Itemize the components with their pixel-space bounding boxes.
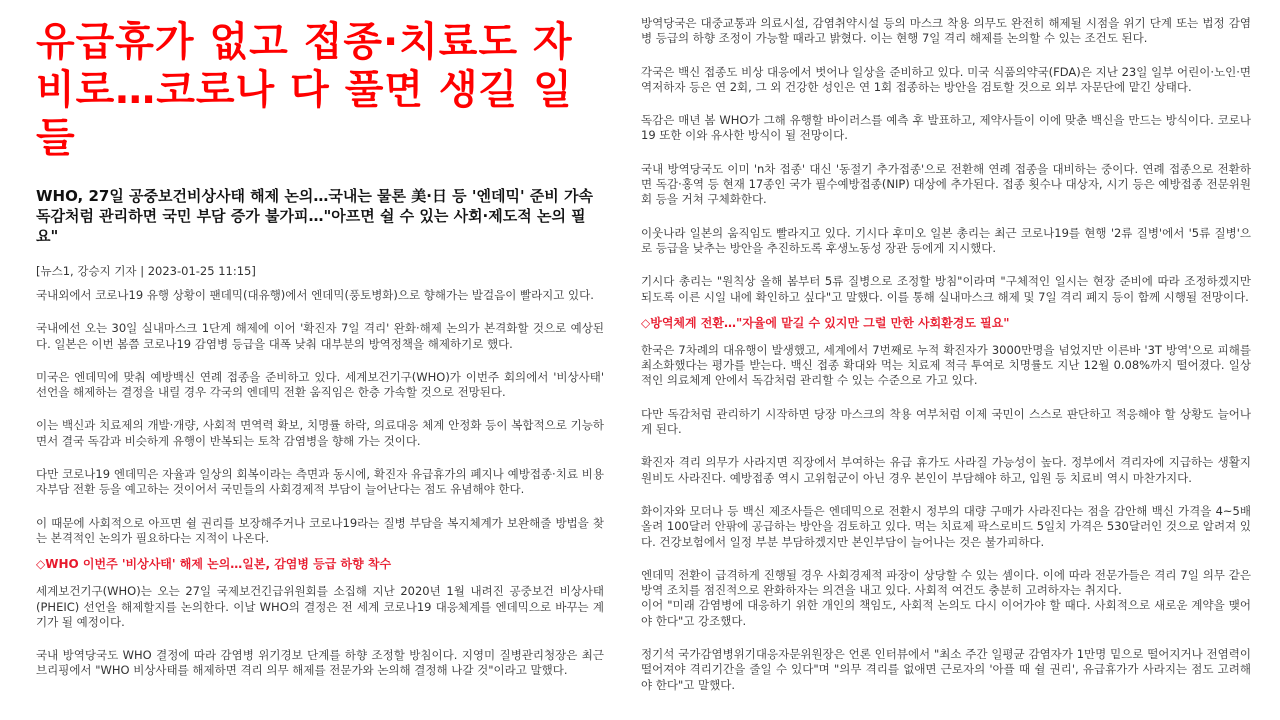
article-byline: [뉴스1, 강승지 기자 | 2023-01-25 11:15] xyxy=(36,264,256,278)
paragraph: 다만 독감처럼 관리하기 시작하면 당장 마스크의 착용 여부처럼 이제 국민이 스스로 판단하고 적응해야 할 상황도 늘어나게 된다. xyxy=(641,406,1251,437)
right-column xyxy=(641,16,1251,711)
paragraph: 방역당국은 대중교통과 의료시설, 감염취약시설 등의 마스크 착용 의무도 완전히 해제될 시점을 위기 단계 또는 법정 감염병 등급의 하향 조정이 가능할 때라고 밝혔다. 이는 현행 7일 격리 해제를 논의할 수 있는 조건도 된다. xyxy=(641,16,1251,46)
paragraph: 국내 방역당국도 이미 'n차 접종' 대신 '동절기 추가접종'으로 전환해 연례 접종을 대비하는 중이다. 연례 접종으로 전환하면 독감·홍역 등 현재 17종인 국가 필수예방접종(NIP) 대상에 추가된다. 접종 횟수나 대상자, 시기 등은 예방접종 전문위원회 등을 거쳐 구체화한다. xyxy=(641,161,1251,207)
section-heading-transition: ◇방역체계 전환…"자율에 맡길 수 있지만 그럴 만한 사회환경도 필요" xyxy=(641,315,1010,330)
paragraph: 다만 코로나19 엔데믹은 자율과 일상의 회복이라는 측면과 동시에, 확진자 유급휴가의 폐지나 예방접종·치료 비용 자부담 전환 등을 예고하는 것이어서 국민들의 사회경제적 부담이 늘어난다는 점도 유념해야 한다. xyxy=(36,467,604,497)
paragraph: 이어 "미래 감염병에 대응하기 위한 개인의 책임도, 사회적 논의도 다시 이어가야 할 때다. 사회적으로 새로운 계약을 맺어야 한다"고 강조했다. xyxy=(641,598,1251,628)
section-heading-who: ◇WHO 이번주 '비상사태' 해제 논의…일본, 감염병 등급 하향 착수 xyxy=(36,557,392,572)
paragraph: 확진자 격리 의무가 사라지면 직장에서 부여하는 유급 휴가도 사라질 가능성이 높다. 정부에서 격리자에 지급하는 생활지원비도 사라진다. 예방접종 역시 고위험군이 아닌 경우 본인이 부담해야 하고, 입원 등 치료비 역시 마찬가지다. xyxy=(641,455,1251,485)
paragraph: 이는 백신과 치료제의 개발·개량, 사회적 면역력 확보, 치명률 하락, 의료대응 체계 안정화 등이 복합적으로 기능하면서 결국 독감과 비슷하게 유행이 반복되는 토착 감염병을 향해 가는 것이다. xyxy=(36,418,604,448)
paragraph: 각국은 백신 접종도 비상 대응에서 벗어나 일상을 준비하고 있다. 미국 식품의약국(FDA)은 지난 23일 일부 어린이·노인·면역저하자 등은 연 2회, 그 외 건강한 성인은 연 1회 접종하는 방안을 검토할 것으로 외부 자문단에 맡긴 상태다. xyxy=(641,64,1251,94)
paragraph: 미국은 엔데믹에 맞춰 예방백신 연례 접종을 준비하고 있다. 세계보건기구(WHO)가 이번주 회의에서 '비상사태' 선언을 해제하는 결정을 내릴 경우 각국의 엔데믹 전환 움직임은 한층 가속할 것으로 전망된다. xyxy=(36,369,604,400)
paragraph: 국내외에서 코로나19 유행 상황이 팬데믹(대유행)에서 엔데믹(풍토병화)으로 향해가는 발걸음이 빨라지고 있다. xyxy=(36,288,594,302)
article-headline: 유급휴가 없고 접종·치료도 자비로…코로나 다 풀면 생길 일들 xyxy=(36,19,573,161)
left-body xyxy=(36,288,604,679)
paragraph: 국내에선 오는 30일 실내마스크 1단계 해제에 이어 '확진자 7일 격리' 완화·해제 논의가 본격화할 것으로 예상된다. 일본은 이번 봄쯤 코로나19 감염병 등급을 대폭 낮춰 대부분의 방역정책을 해제하기로 했다. xyxy=(36,321,604,351)
paragraph: 화이자와 모더나 등 백신 제조사들은 엔데믹으로 전환시 정부의 대량 구매가 사라진다는 점을 감안해 백신 가격을 4~5배 올려 100달러 안팎에 공급하는 방안을 검토하고 있다. 먹는 치료제 팍스로비드 5일치 가격은 530달러인 것으로 알려져 있다. 건강보험에서 일정 부분 부담하겠지만 본인부담이 늘어나는 것은 불가피하다. xyxy=(641,503,1251,549)
article-subheadline xyxy=(36,186,604,246)
paragraph: 정기석 국가감염병위기대응자문위원장은 언론 인터뷰에서 "최소 주간 일평균 감염자가 1만명 밑으로 떨어지거나 전염력이 떨어져야 격리기간을 줄일 수 있다"며 "의무 격리를 없애면 근로자의 '아플 때 쉴 권리', 유급휴가가 사라지는 점도 고려해야 한다"고 말했다. xyxy=(641,647,1251,692)
paragraph: 국내 방역당국도 WHO 결정에 따라 감염병 위기경보 단계를 하향 조정할 방침이다. 지영미 질병관리청장은 최근 브리핑에서 "WHO 비상사태를 해제하면 격리 의무 해제를 전문가와 논의해 결정해 나갈 것"이라고 말했다. xyxy=(36,648,604,678)
paragraph: 기시다 총리는 "원칙상 올해 봄부터 5류 질병으로 조정할 방침"이라며 "구체적인 일시는 현장 준비에 따라 조정하겠지만 되도록 이른 시일 내에 확인하고 싶다"고 말했다. 이를 통해 실내마스크 해제 및 7일 격리 폐지 등이 함께 시행될 전망이다. xyxy=(641,274,1251,304)
paragraph: 세계보건기구(WHO)는 오는 27일 국제보건긴급위원회를 소집해 지난 2020년 1월 내려진 공중보건 비상사태(PHEIC) 선언을 해제할지를 논의한다. 이날 WHO의 결정은 전 세계 코로나19 대응체계를 엔데믹으로 바꾸는 계기가 될 예정이다. xyxy=(36,584,604,629)
paragraph: 엔데믹 전환이 급격하게 진행될 경우 사회경제적 파장이 상당할 수 있는 셈이다. 이에 따라 전문가들은 격리 7일 의무 같은 방역 조치를 점진적으로 완화하자는 의견을 내고 있다. 사회적 여건도 충분히 고려하자는 취지다. xyxy=(641,567,1251,598)
subheadline-line-2: 독감처럼 관리하면 국민 부담 증가 불가피…"아프면 쉴 수 있는 사회·제도적 논의 필요" xyxy=(36,207,586,245)
paragraph: 이 때문에 사회적으로 아프면 쉴 권리를 보장해주거나 코로나19라는 질병 부담을 복지체계가 보완해줄 방법을 찾는 본격적인 논의가 필요하다는 지적이 나온다. xyxy=(36,515,604,545)
paragraph: 한국은 7차례의 대유행이 발생했고, 세계에서 7번째로 누적 확진자가 3000만명을 넘었지만 이른바 '3T 방역'으로 피해를 최소화했다는 평가를 받는다. 백신 접종 확대와 먹는 치료제 적극 투여로 치명률도 지난 12월 0.08%까지 떨어졌다. 일상적인 의료체계 안에서 독감처럼 관리할 수 있는 수준으로 가고 있다. xyxy=(641,342,1251,388)
paragraph: 이웃나라 일본의 움직임도 빨라지고 있다. 기시다 후미오 일본 총리는 최근 코로나19를 현행 '2류 질병'에서 '5류 질병'으로 등급을 낮추는 방안을 추진하도록 후생노동성 장관 등에게 지시했다. xyxy=(641,225,1251,255)
paragraph: 독감은 매년 봄 WHO가 그해 유행할 바이러스를 예측 후 발표하고, 제약사들이 이에 맞춘 백신을 만드는 방식이다. 코로나19 또한 이와 유사한 방식이 될 전망이다. xyxy=(641,113,1251,143)
left-column xyxy=(36,18,604,697)
subheadline-line-1: WHO, 27일 공중보건비상사태 해제 논의…국내는 물론 美·日 등 '엔데믹' 준비 가속 xyxy=(36,187,593,205)
